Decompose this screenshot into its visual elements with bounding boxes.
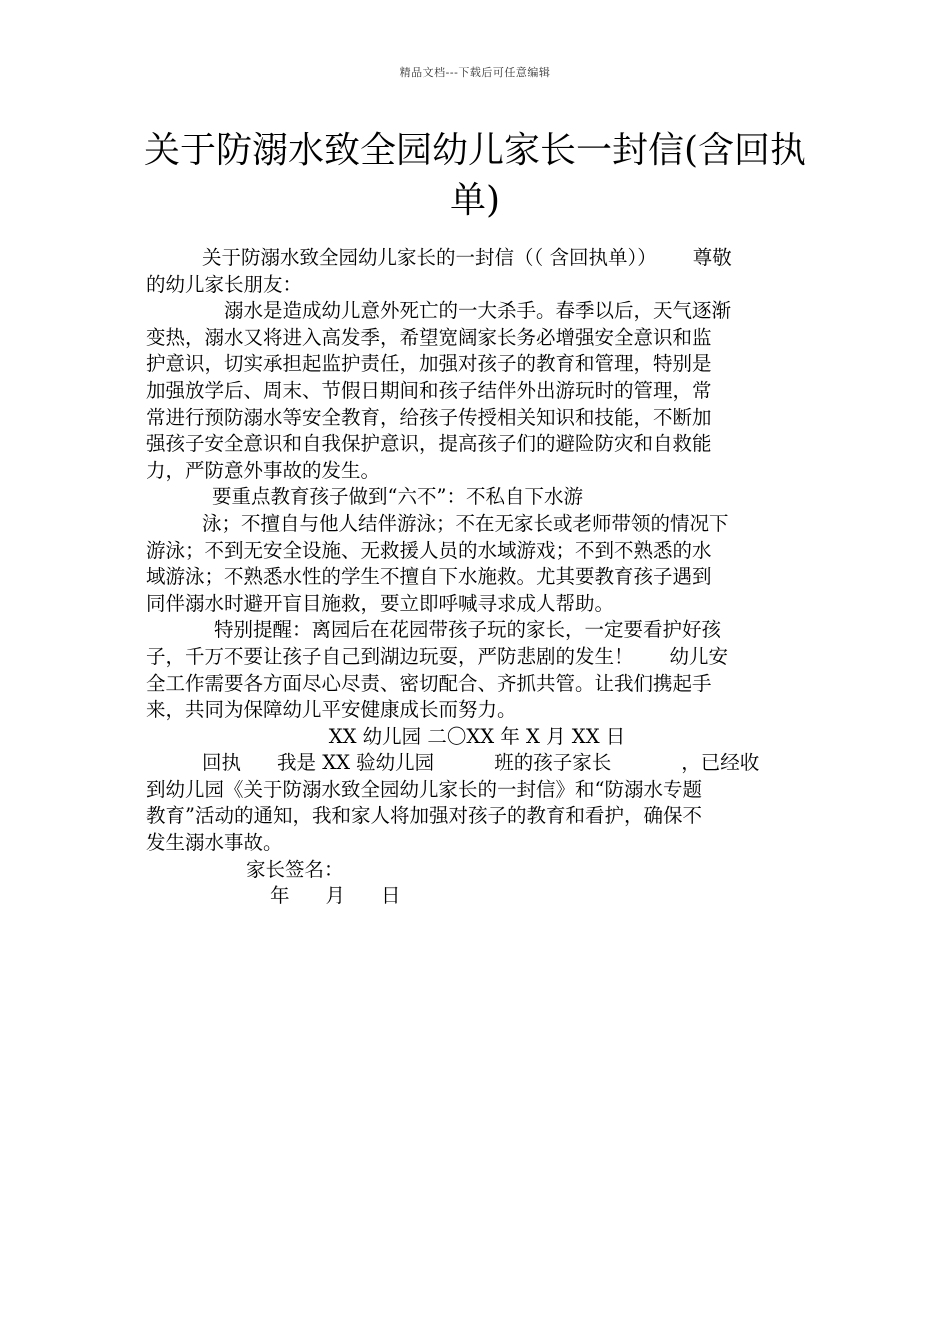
- paragraph-line: 全工作需要各方面尽心尽责、密切配合、齐抓共管。让我们携起手: [146, 671, 712, 695]
- paragraph-line: 力，严防意外事故的发生。: [146, 458, 381, 482]
- greeting-line-1: [146, 245, 808, 272]
- paragraph-line: 域游泳；不熟悉水性的学生不擅自下水施救。尤其要教育孩子遇到: [146, 565, 712, 589]
- paragraph-line: 变热，溺水又将进入高发季，希望宽阔家长务必增强安全意识和监: [146, 325, 712, 349]
- parent-signature-label: 家长签名：: [246, 857, 344, 881]
- date-line: XX 幼儿园 二〇XX 年 X 月 XX 日: [328, 724, 626, 748]
- paragraph-line: 特别提醒：离园后在花园带孩子玩的家长，一定要看护好孩: [214, 618, 722, 642]
- title-line-1: 关于防溺水致全园幼儿家长一封信(含回执: [143, 130, 807, 171]
- receipt-received-text: ，已经收: [681, 751, 760, 775]
- paragraph-line: 加强放学后、周末、节假日期间和孩子结伴外出游玩时的管理，常: [146, 378, 712, 402]
- paragraph-line: 溺水是造成幼儿意外死亡的一大杀手。春季以后，天气逐渐: [224, 299, 732, 323]
- respected-text: 尊敬: [692, 246, 732, 269]
- letter-heading-text: 关于防溺水致全园幼儿家长的一封信（（ 含回执单））: [202, 246, 657, 269]
- receipt-class-text: 班的孩子家长: [494, 751, 612, 775]
- paragraph-line: 发生溺水事故。: [146, 831, 283, 855]
- letter-body: [146, 245, 808, 910]
- paragraph-line: 强孩子安全意识和自我保护意识，提高孩子们的避险防灾和自救能: [146, 432, 712, 456]
- paragraph-line: 同伴溺水时避开盲目施救，要立即呼喊寻求成人帮助。: [146, 591, 615, 615]
- year-label: 年: [270, 884, 290, 908]
- paragraph-line: 护意识，切实承担起监护责任，加强对孩子的教育和管理，特别是: [146, 352, 712, 376]
- safety-text: 幼儿安: [669, 644, 729, 668]
- paragraph-line: 到幼儿园《关于防溺水致全园幼儿家长的一封信》和“防溺水专题: [146, 777, 702, 801]
- paragraph-line: 游泳；不到无安全设施、无救援人员的水域游戏；不到不熟悉的水: [146, 538, 712, 562]
- header-note: 精品文档---下载后可任意编辑: [399, 66, 551, 79]
- receipt-line: [146, 750, 808, 777]
- title-line-2: 单): [449, 180, 501, 221]
- day-label: 日: [381, 884, 401, 908]
- greeting-line-2: 的幼儿家长朋友：: [146, 272, 303, 296]
- paragraph-line: 要重点教育孩子做到“六不”：不私自下水游: [212, 485, 583, 509]
- paragraph-line: 泳；不擅自与他人结伴游泳；不在无家长或老师带领的情况下: [202, 511, 729, 535]
- document-title: [130, 126, 820, 226]
- reminder-text: 子，千万不要让孩子自己到湖边玩耍，严防悲剧的发生！: [146, 644, 634, 668]
- paragraph-line: 来，共同为保障幼儿平安健康成长而努力。: [146, 698, 517, 722]
- paragraph-line: 教育”活动的通知，我和家人将加强对孩子的教育和看护，确保不: [146, 804, 702, 828]
- receipt-intro: 我是 XX 验幼儿园: [277, 751, 435, 775]
- paragraph-line: [146, 644, 808, 671]
- receipt-label: 回执: [202, 751, 242, 775]
- month-label: 月: [325, 884, 346, 908]
- paragraph-line: 常进行预防溺水等安全教育，给孩子传授相关知识和技能，不断加: [146, 405, 712, 429]
- signature-date-line: [146, 883, 808, 910]
